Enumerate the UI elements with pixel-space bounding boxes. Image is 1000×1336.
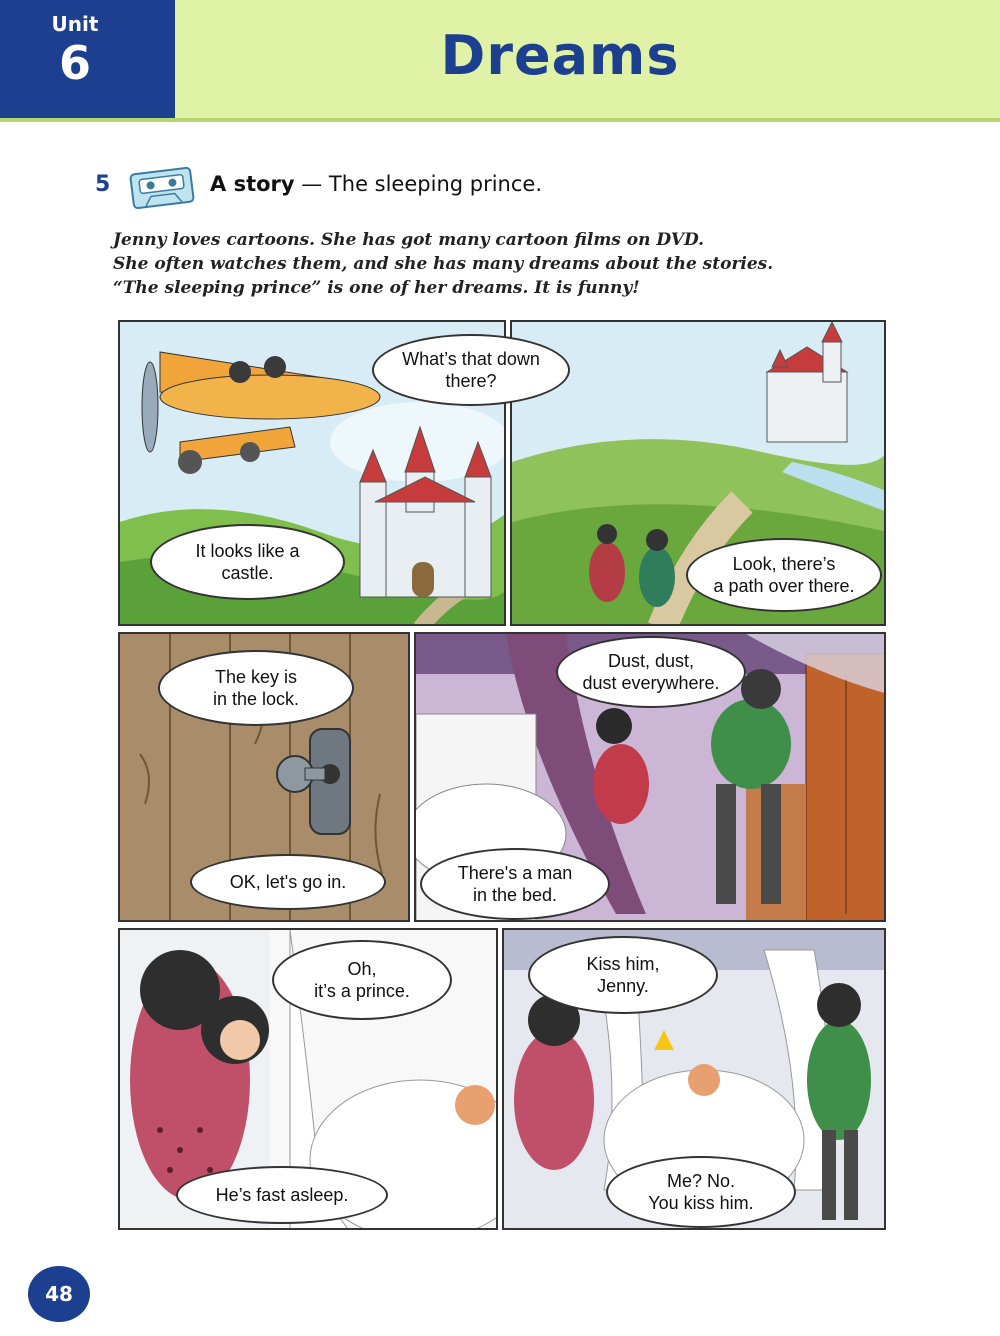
speech-bubble: What’s that down there?	[372, 334, 570, 406]
speech-bubble: Oh, it’s a prince.	[272, 940, 452, 1020]
speech-bubble: Look, there’s a path over there.	[686, 538, 882, 612]
speech-bubble: Me? No. You kiss him.	[606, 1156, 796, 1228]
page-title: Dreams	[440, 24, 680, 87]
cassette-tape-icon	[128, 164, 196, 212]
header-divider	[0, 118, 1000, 122]
exercise-title-rest: — The sleeping prince.	[294, 172, 543, 196]
speech-bubble: The key is in the lock.	[158, 650, 354, 726]
speech-bubble: He’s fast asleep.	[176, 1166, 388, 1224]
intro-paragraph	[113, 228, 913, 300]
speech-bubble: It looks like a castle.	[150, 524, 345, 600]
unit-label: Unit	[51, 12, 99, 36]
speech-bubble: Dust, dust, dust everywhere.	[556, 636, 746, 708]
unit-badge	[0, 0, 175, 122]
title-bar	[175, 0, 1000, 122]
speech-bubble: Kiss him, Jenny.	[528, 936, 718, 1014]
intro-line: She often watches them, and she has many dreams about the stories.	[113, 254, 774, 274]
speech-bubble: There's a man in the bed.	[420, 848, 610, 920]
exercise-title	[210, 172, 542, 196]
exercise-number: 5	[95, 172, 111, 197]
intro-line: “The sleeping prince” is one of her dreams. It is funny!	[113, 278, 640, 298]
exercise-title-bold: A story	[210, 172, 295, 196]
unit-number: 6	[58, 36, 91, 90]
page-number: 48	[28, 1266, 90, 1322]
speech-bubble: OK, let's go in.	[190, 854, 386, 910]
intro-line: Jenny loves cartoons. She has got many cartoon films on DVD.	[113, 230, 705, 250]
